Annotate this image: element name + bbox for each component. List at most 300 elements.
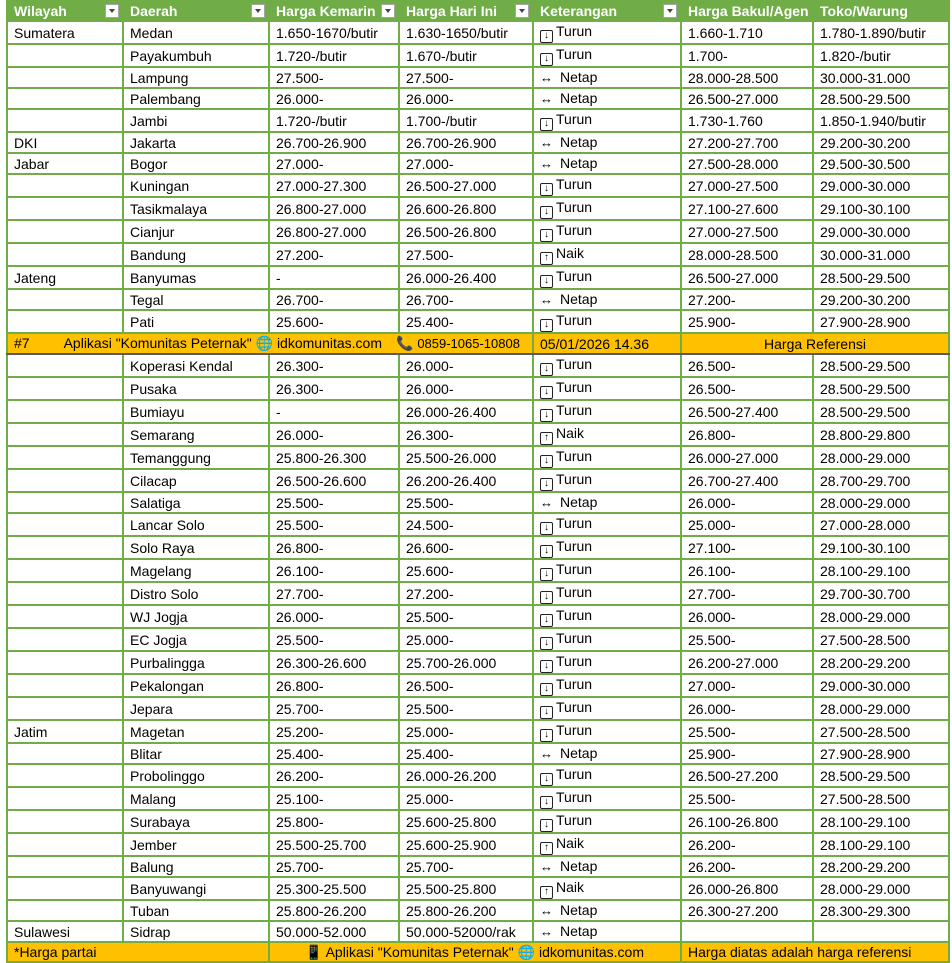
cell-harga-bakul-agen — [681, 921, 813, 942]
left-right-arrow-icon: ↔ — [540, 135, 553, 150]
cell-harga-hari-ini: 27.200- — [399, 582, 533, 605]
cell-harga-hari-ini: 26.500-26.800 — [399, 220, 533, 243]
cell-toko-warung: 27.500-28.500 — [813, 720, 949, 743]
cell-harga-bakul-agen: 25.900- — [681, 743, 813, 764]
cell-harga-hari-ini: 25.600-25.800 — [399, 810, 533, 833]
status-label: Turun — [556, 812, 593, 828]
cell-wilayah: DKI — [7, 132, 123, 153]
status-label: Turun — [556, 23, 593, 39]
table-row — [7, 492, 949, 513]
cell-toko-warung: 28.700-29.700 — [813, 469, 949, 492]
status-label: Turun — [556, 630, 593, 646]
cell-harga-kemarin: 26.000- — [269, 88, 399, 109]
status-label: Turun — [556, 402, 593, 418]
cell-wilayah — [7, 787, 123, 810]
cell-harga-kemarin: 50.000-52.000 — [269, 921, 399, 942]
status-label: Turun — [556, 46, 593, 62]
cell-harga-hari-ini: 25.500- — [399, 697, 533, 720]
cell-wilayah — [7, 243, 123, 266]
table-row — [7, 651, 949, 674]
banner-id: #7 — [14, 335, 30, 351]
cell-harga-kemarin: 25.500- — [269, 628, 399, 651]
up-arrow-box-icon: ↑ — [540, 432, 553, 445]
cell-harga-hari-ini: 26.000- — [399, 377, 533, 400]
status-label: Turun — [556, 379, 593, 395]
table-body-top — [7, 21, 949, 333]
status-label: Turun — [556, 538, 593, 554]
cell-harga-hari-ini: 26.500- — [399, 674, 533, 697]
cell-wilayah — [7, 605, 123, 628]
cell-harga-kemarin: 25.600- — [269, 310, 399, 333]
cell-harga-hari-ini: 26.700-26.900 — [399, 132, 533, 153]
down-arrow-box-icon: ↓ — [540, 455, 553, 468]
cell-keterangan — [533, 513, 681, 536]
cell-keterangan — [533, 810, 681, 833]
cell-toko-warung: 28.000-29.000 — [813, 605, 949, 628]
cell-wilayah — [7, 67, 123, 88]
cell-wilayah — [7, 354, 123, 377]
cell-daerah: Bogor — [123, 153, 269, 174]
status-label: Netap — [560, 155, 598, 171]
left-right-arrow-icon: ↔ — [540, 156, 553, 171]
cell-keterangan — [533, 582, 681, 605]
status-label: Naik — [556, 425, 585, 441]
banner-website[interactable]: idkomunitas.com — [276, 335, 382, 351]
cell-harga-hari-ini: 26.300- — [399, 423, 533, 446]
cell-harga-kemarin: 27.000- — [269, 153, 399, 174]
status-label: Netap — [560, 858, 598, 874]
banner-phone: 0859-1065-10808 — [417, 336, 520, 351]
cell-toko-warung: 1.850-1.940/butir — [813, 109, 949, 132]
table-row — [7, 88, 949, 109]
status-label: Turun — [556, 699, 593, 715]
cell-harga-bakul-agen: 28.000-28.500 — [681, 243, 813, 266]
cell-keterangan — [533, 266, 681, 289]
cell-harga-kemarin: 26.300-26.600 — [269, 651, 399, 674]
cell-toko-warung: 29.700-30.700 — [813, 582, 949, 605]
banner-info-cell — [7, 333, 533, 354]
table-row — [7, 446, 949, 469]
cell-wilayah — [7, 856, 123, 877]
cell-toko-warung: 27.900-28.900 — [813, 310, 949, 333]
left-right-arrow-icon: ↔ — [540, 924, 553, 939]
cell-keterangan — [533, 833, 681, 856]
cell-keterangan — [533, 197, 681, 220]
cell-harga-hari-ini: 25.500- — [399, 605, 533, 628]
down-arrow-box-icon: ↓ — [540, 796, 553, 809]
cell-harga-bakul-agen: 26.200-27.000 — [681, 651, 813, 674]
cell-harga-bakul-agen: 26.500-27.000 — [681, 266, 813, 289]
cell-wilayah — [7, 377, 123, 400]
cell-wilayah — [7, 469, 123, 492]
cell-keterangan — [533, 310, 681, 333]
status-label: Naik — [556, 245, 585, 261]
cell-daerah: Semarang — [123, 423, 269, 446]
cell-harga-bakul-agen: 26.500- — [681, 377, 813, 400]
cell-daerah: Bandung — [123, 243, 269, 266]
egg-price-table — [6, 0, 950, 963]
cell-harga-bakul-agen: 27.100-27.600 — [681, 197, 813, 220]
footer-website[interactable]: idkomunitas.com — [538, 944, 644, 960]
table-row — [7, 67, 949, 88]
footer-app-cell — [269, 942, 681, 962]
cell-daerah: EC Jogja — [123, 628, 269, 651]
cell-daerah: Malang — [123, 787, 269, 810]
up-arrow-box-icon: ↑ — [540, 886, 553, 899]
cell-wilayah — [7, 900, 123, 921]
cell-keterangan — [533, 446, 681, 469]
status-label: Turun — [556, 676, 593, 692]
cell-toko-warung: 28.100-29.100 — [813, 810, 949, 833]
cell-daerah: Blitar — [123, 743, 269, 764]
cell-daerah: Bumiayu — [123, 400, 269, 423]
down-arrow-box-icon: ↓ — [540, 386, 553, 399]
header-toko-warung: Toko/Warung — [813, 1, 949, 21]
cell-harga-bakul-agen: 26.000- — [681, 697, 813, 720]
down-arrow-box-icon: ↓ — [540, 773, 553, 786]
cell-wilayah: Sumatera — [7, 21, 123, 44]
cell-keterangan — [533, 109, 681, 132]
down-arrow-box-icon: ↓ — [540, 706, 553, 719]
cell-harga-kemarin: 25.700- — [269, 856, 399, 877]
cell-harga-kemarin: 1.720-/butir — [269, 44, 399, 67]
cell-harga-kemarin: 25.800-26.200 — [269, 900, 399, 921]
cell-toko-warung: 28.000-29.000 — [813, 492, 949, 513]
cell-daerah: Jepara — [123, 697, 269, 720]
cell-harga-bakul-agen: 25.500- — [681, 787, 813, 810]
header-daerah: Daerah — [123, 1, 269, 21]
cell-wilayah — [7, 877, 123, 900]
status-label: Netap — [560, 745, 598, 761]
cell-toko-warung: 29.200-30.200 — [813, 132, 949, 153]
table-row — [7, 900, 949, 921]
cell-daerah: Cianjur — [123, 220, 269, 243]
cell-wilayah — [7, 88, 123, 109]
cell-toko-warung: 29.100-30.100 — [813, 197, 949, 220]
cell-daerah: Magetan — [123, 720, 269, 743]
status-label: Turun — [556, 222, 593, 238]
cell-keterangan — [533, 377, 681, 400]
cell-harga-bakul-agen: 26.000- — [681, 605, 813, 628]
left-right-arrow-icon: ↔ — [540, 903, 553, 918]
cell-harga-kemarin: 26.500-26.600 — [269, 469, 399, 492]
table-row — [7, 220, 949, 243]
cell-daerah: Temanggung — [123, 446, 269, 469]
cell-harga-kemarin: 25.500- — [269, 513, 399, 536]
status-label: Naik — [556, 835, 585, 851]
cell-harga-kemarin: 27.500- — [269, 67, 399, 88]
cell-harga-hari-ini: 50.000-52000/rak — [399, 921, 533, 942]
cell-wilayah — [7, 44, 123, 67]
cell-daerah: Pusaka — [123, 377, 269, 400]
globe-icon: 🌐 — [255, 335, 274, 351]
cell-daerah: Balung — [123, 856, 269, 877]
cell-wilayah: Jateng — [7, 266, 123, 289]
cell-daerah: Purbalingga — [123, 651, 269, 674]
cell-wilayah — [7, 536, 123, 559]
header-row — [7, 1, 949, 21]
cell-daerah: Koperasi Kendal — [123, 354, 269, 377]
cell-toko-warung: 27.500-28.500 — [813, 787, 949, 810]
cell-harga-kemarin: 27.000-27.300 — [269, 174, 399, 197]
cell-wilayah — [7, 651, 123, 674]
table-row — [7, 132, 949, 153]
status-label: Turun — [556, 176, 593, 192]
cell-wilayah — [7, 400, 123, 423]
filter-dropdown-icon[interactable] — [381, 4, 395, 18]
cell-wilayah — [7, 764, 123, 787]
status-label: Netap — [560, 902, 598, 918]
cell-harga-bakul-agen: 26.100- — [681, 559, 813, 582]
filter-dropdown-icon[interactable] — [105, 4, 119, 18]
cell-toko-warung: 28.500-29.500 — [813, 266, 949, 289]
cell-harga-hari-ini: 26.000-26.200 — [399, 764, 533, 787]
cell-keterangan — [533, 674, 681, 697]
table-row — [7, 764, 949, 787]
cell-harga-hari-ini: 26.700- — [399, 289, 533, 310]
cell-harga-kemarin: 26.700- — [269, 289, 399, 310]
price-table-sheet — [6, 0, 948, 963]
status-label: Turun — [556, 789, 593, 805]
cell-harga-kemarin: 25.700- — [269, 697, 399, 720]
status-label: Turun — [556, 561, 593, 577]
cell-daerah: Medan — [123, 21, 269, 44]
cell-wilayah — [7, 628, 123, 651]
app-phone-icon: 📱 — [305, 944, 323, 960]
table-row — [7, 469, 949, 492]
filter-dropdown-icon[interactable] — [251, 4, 265, 18]
cell-harga-hari-ini: 24.500- — [399, 513, 533, 536]
cell-daerah: Distro Solo — [123, 582, 269, 605]
status-label: Netap — [560, 90, 598, 106]
cell-daerah: Jambi — [123, 109, 269, 132]
table-row — [7, 877, 949, 900]
down-arrow-box-icon: ↓ — [540, 319, 553, 332]
cell-daerah: Salatiga — [123, 492, 269, 513]
cell-harga-hari-ini: 25.000- — [399, 787, 533, 810]
down-arrow-box-icon: ↓ — [540, 819, 553, 832]
cell-toko-warung: 29.200-30.200 — [813, 289, 949, 310]
cell-keterangan — [533, 787, 681, 810]
cell-harga-bakul-agen: 26.300-27.200 — [681, 900, 813, 921]
cell-keterangan — [533, 559, 681, 582]
cell-keterangan — [533, 856, 681, 877]
status-label: Turun — [556, 584, 593, 600]
cell-harga-hari-ini: 27.500- — [399, 243, 533, 266]
status-label: Netap — [560, 494, 598, 510]
cell-toko-warung: 28.200-29.200 — [813, 651, 949, 674]
cell-toko-warung — [813, 921, 949, 942]
left-right-arrow-icon: ↔ — [540, 746, 553, 761]
table-row — [7, 513, 949, 536]
cell-keterangan — [533, 605, 681, 628]
down-arrow-box-icon: ↓ — [540, 614, 553, 627]
cell-harga-hari-ini: 1.700-/butir — [399, 109, 533, 132]
header-harga-kemarin: Harga Kemarin — [269, 1, 399, 21]
cell-harga-bakul-agen: 26.100-26.800 — [681, 810, 813, 833]
cell-harga-bakul-agen: 28.000-28.500 — [681, 67, 813, 88]
cell-wilayah — [7, 289, 123, 310]
cell-daerah: Kuningan — [123, 174, 269, 197]
table-row — [7, 605, 949, 628]
table-row — [7, 354, 949, 377]
cell-harga-hari-ini: 27.000- — [399, 153, 533, 174]
cell-keterangan — [533, 628, 681, 651]
cell-wilayah — [7, 174, 123, 197]
cell-keterangan — [533, 88, 681, 109]
banner-app-name: Aplikasi "Komunitas Peternak" — [63, 335, 252, 351]
cell-keterangan — [533, 877, 681, 900]
cell-harga-kemarin: 1.720-/butir — [269, 109, 399, 132]
cell-toko-warung: 29.100-30.100 — [813, 536, 949, 559]
cell-toko-warung: 28.500-29.500 — [813, 354, 949, 377]
cell-harga-bakul-agen: 26.500- — [681, 354, 813, 377]
cell-harga-hari-ini: 26.600-26.800 — [399, 197, 533, 220]
table-row — [7, 266, 949, 289]
cell-daerah: Banyuwangi — [123, 877, 269, 900]
cell-wilayah — [7, 697, 123, 720]
filter-dropdown-icon[interactable] — [515, 4, 529, 18]
cell-harga-hari-ini: 26.000-26.400 — [399, 400, 533, 423]
cell-harga-kemarin: 25.500-25.700 — [269, 833, 399, 856]
cell-harga-kemarin: 25.300-25.500 — [269, 877, 399, 900]
cell-daerah: Probolinggo — [123, 764, 269, 787]
cell-harga-hari-ini: 25.400- — [399, 310, 533, 333]
cell-harga-kemarin: - — [269, 266, 399, 289]
banner-section — [7, 333, 949, 354]
cell-harga-hari-ini: 26.200-26.400 — [399, 469, 533, 492]
cell-harga-hari-ini: 25.500-25.800 — [399, 877, 533, 900]
status-label: Turun — [556, 312, 593, 328]
cell-toko-warung: 29.000-30.000 — [813, 174, 949, 197]
cell-harga-hari-ini: 25.700-26.000 — [399, 651, 533, 674]
cell-wilayah — [7, 197, 123, 220]
left-right-arrow-icon: ↔ — [540, 495, 553, 510]
cell-harga-bakul-agen: 27.000-27.500 — [681, 220, 813, 243]
cell-harga-kemarin: 1.650-1670/butir — [269, 21, 399, 44]
cell-harga-hari-ini: 27.500- — [399, 67, 533, 88]
status-label: Turun — [556, 653, 593, 669]
cell-harga-bakul-agen: 1.730-1.760 — [681, 109, 813, 132]
cell-harga-hari-ini: 25.500-26.000 — [399, 446, 533, 469]
down-arrow-box-icon: ↓ — [540, 591, 553, 604]
cell-wilayah: Jabar — [7, 153, 123, 174]
down-arrow-box-icon: ↓ — [540, 637, 553, 650]
table-row — [7, 921, 949, 942]
cell-harga-kemarin: 26.800-27.000 — [269, 197, 399, 220]
table-row — [7, 153, 949, 174]
cell-keterangan — [533, 289, 681, 310]
cell-wilayah — [7, 492, 123, 513]
cell-harga-hari-ini: 1.670-/butir — [399, 44, 533, 67]
cell-toko-warung: 30.000-31.000 — [813, 243, 949, 266]
table-row — [7, 582, 949, 605]
cell-harga-hari-ini: 25.600-25.900 — [399, 833, 533, 856]
header-keterangan: Keterangan — [533, 1, 681, 21]
cell-harga-bakul-agen: 26.000-27.000 — [681, 446, 813, 469]
cell-daerah: Magelang — [123, 559, 269, 582]
cell-wilayah — [7, 513, 123, 536]
cell-keterangan — [533, 132, 681, 153]
cell-daerah: Tegal — [123, 289, 269, 310]
down-arrow-box-icon: ↓ — [540, 409, 553, 422]
cell-harga-bakul-agen: 26.800- — [681, 423, 813, 446]
cell-toko-warung: 27.900-28.900 — [813, 743, 949, 764]
cell-harga-kemarin: 27.700- — [269, 582, 399, 605]
table-row — [7, 697, 949, 720]
cell-harga-bakul-agen: 26.000-26.800 — [681, 877, 813, 900]
cell-daerah: WJ Jogja — [123, 605, 269, 628]
down-arrow-box-icon: ↓ — [540, 30, 553, 43]
cell-harga-hari-ini: 25.000- — [399, 720, 533, 743]
table-row — [7, 833, 949, 856]
cell-harga-bakul-agen: 26.000- — [681, 492, 813, 513]
cell-keterangan — [533, 174, 681, 197]
cell-harga-kemarin: 26.700-26.900 — [269, 132, 399, 153]
cell-toko-warung: 28.500-29.500 — [813, 88, 949, 109]
status-label: Turun — [556, 268, 593, 284]
cell-toko-warung: 29.500-30.500 — [813, 153, 949, 174]
table-row — [7, 674, 949, 697]
cell-harga-hari-ini: 25.700- — [399, 856, 533, 877]
cell-harga-kemarin: 26.300- — [269, 377, 399, 400]
cell-daerah: Pati — [123, 310, 269, 333]
cell-keterangan — [533, 400, 681, 423]
filter-dropdown-icon[interactable] — [663, 4, 677, 18]
cell-keterangan — [533, 153, 681, 174]
cell-harga-bakul-agen: 25.000- — [681, 513, 813, 536]
table-row — [7, 559, 949, 582]
down-arrow-box-icon: ↓ — [540, 729, 553, 742]
table-row — [7, 310, 949, 333]
cell-toko-warung: 27.500-28.500 — [813, 628, 949, 651]
cell-harga-bakul-agen: 27.500-28.000 — [681, 153, 813, 174]
cell-harga-kemarin: 26.200- — [269, 764, 399, 787]
header-harga-hari-ini: Harga Hari Ini — [399, 1, 533, 21]
cell-harga-bakul-agen: 27.200- — [681, 289, 813, 310]
table-row — [7, 810, 949, 833]
status-label: Turun — [556, 607, 593, 623]
status-label: Turun — [556, 448, 593, 464]
globe-icon: 🌐 — [517, 944, 536, 960]
cell-toko-warung: 30.000-31.000 — [813, 67, 949, 88]
cell-toko-warung: 28.000-29.000 — [813, 877, 949, 900]
cell-harga-kemarin: 25.800-26.300 — [269, 446, 399, 469]
footer-app-name: Aplikasi "Komunitas Peternak" — [325, 944, 514, 960]
cell-toko-warung: 29.000-30.000 — [813, 220, 949, 243]
cell-harga-bakul-agen: 1.660-1.710 — [681, 21, 813, 44]
down-arrow-box-icon: ↓ — [540, 660, 553, 673]
cell-toko-warung: 28.300-29.300 — [813, 900, 949, 921]
cell-harga-bakul-agen: 26.500-27.000 — [681, 88, 813, 109]
cell-toko-warung: 28.200-29.200 — [813, 856, 949, 877]
cell-harga-hari-ini: 26.600- — [399, 536, 533, 559]
banner-reference-label: Harga Referensi — [681, 333, 949, 354]
cell-wilayah: Sulawesi — [7, 921, 123, 942]
table-row — [7, 243, 949, 266]
cell-harga-hari-ini: 1.630-1650/butir — [399, 21, 533, 44]
cell-daerah: Jember — [123, 833, 269, 856]
cell-daerah: Pekalongan — [123, 674, 269, 697]
table-row — [7, 423, 949, 446]
cell-harga-bakul-agen: 26.200- — [681, 833, 813, 856]
down-arrow-box-icon: ↓ — [540, 206, 553, 219]
down-arrow-box-icon: ↓ — [540, 183, 553, 196]
cell-harga-hari-ini: 26.500-27.000 — [399, 174, 533, 197]
table-row — [7, 174, 949, 197]
cell-toko-warung: 28.100-29.100 — [813, 559, 949, 582]
cell-harga-hari-ini: 26.000- — [399, 354, 533, 377]
